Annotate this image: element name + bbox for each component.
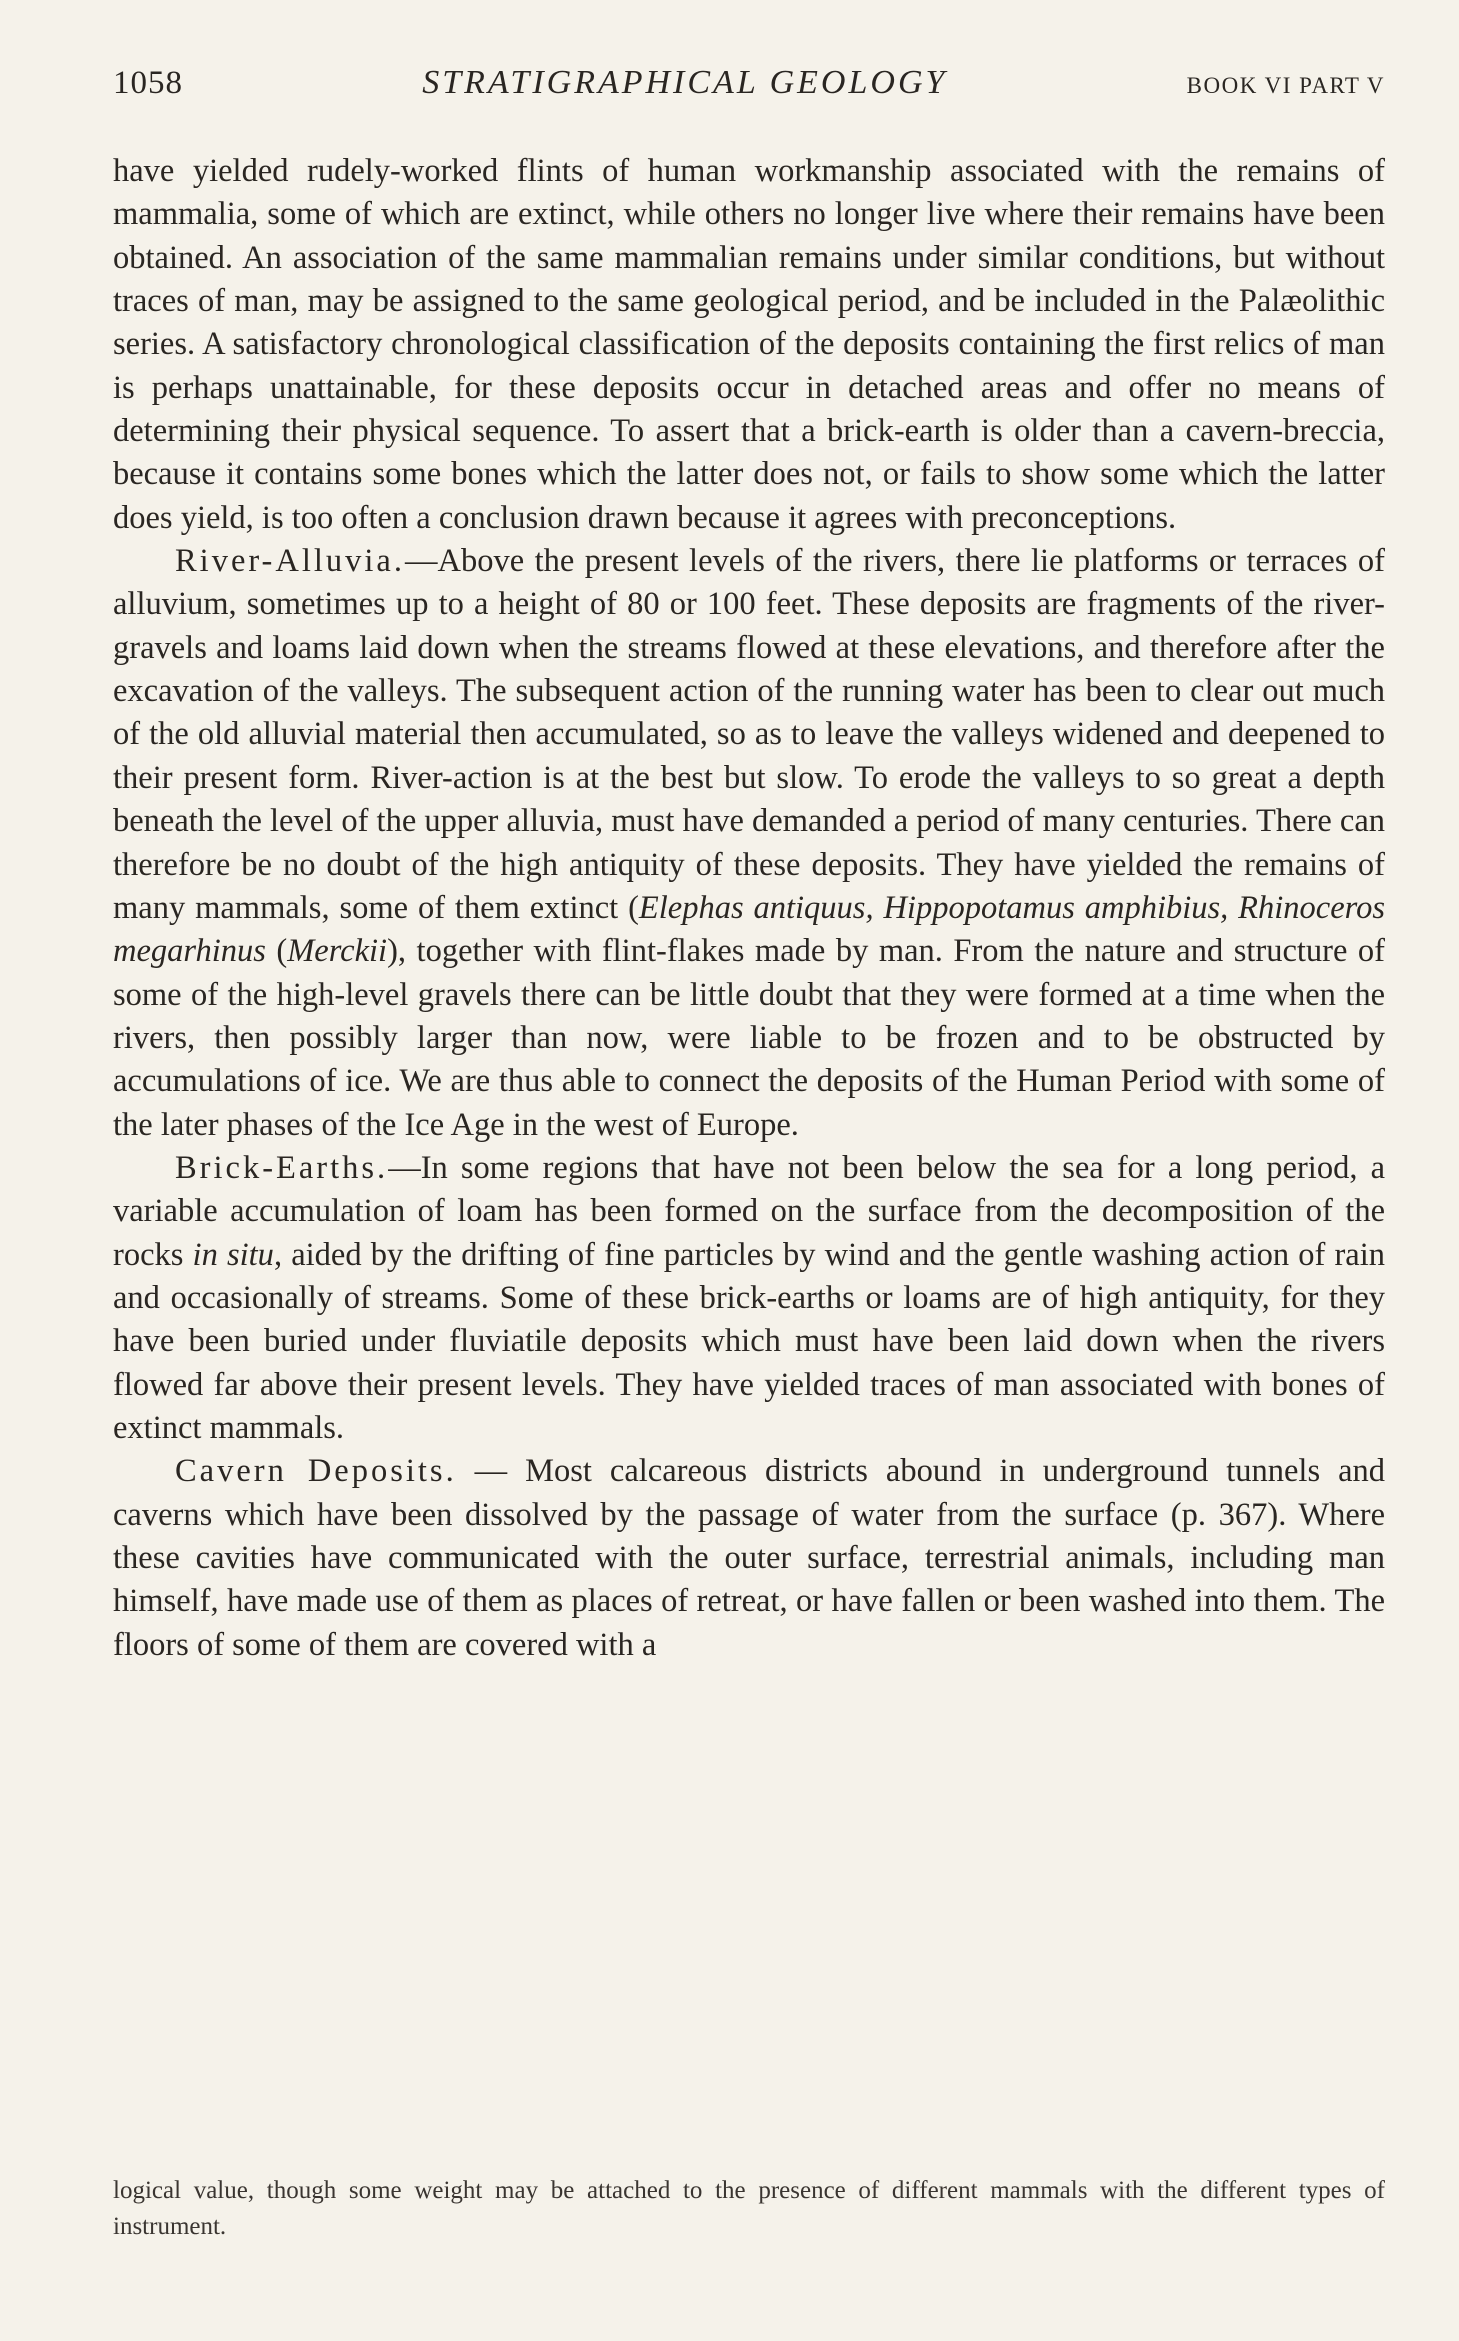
book-part-label: BOOK VI PART V [1186, 73, 1385, 98]
section-heading-river-alluvia: River-Alluvia. [175, 543, 405, 580]
paragraph-river-alluvia: River-Alluvia.—Above the present levels of the rivers, there lie platforms or terraces of alluvium, sometimes up to a height of 80 or 100 feet. These deposits are fragments of the river-gravels and loams laid down when the streams flowed at these elevations, and therefore after the excavation of the valleys. The subsequent action of the running water has been to clear out much of the old alluvial material then accumulated, so as to leave the valleys widened and deepened to their present form. River-action is at the best but slow. To erode the valleys to so great a depth beneath the level of the upper alluvia, must have demanded a period of many centuries. There can therefore be no doubt of the high antiquity of these deposits. They have yielded the remains of many mammals, some of them extinct (Elephas antiquus, Hippopotamus amphibius, Rhinoceros megarhinus (Merckii), together with flint-flakes made by man. From the nature and structure of some of the high-level gravels there can be little doubt that they were formed at a time when the rivers, then possibly larger than now, were liable to be frozen and to be obstructed by accumulations of ice. We are thus able to connect the deposits of the Human Period with some of the later phases of the Ice Age in the west of Europe. [113, 543, 1385, 1143]
species-names: Elephas antiquus, Hippopotamus amphibius, Rhinoceros megarhinus [113, 889, 1385, 970]
paragraph-cavern-deposits: Cavern Deposits. — Most calcareous districts abound in underground tunnels and caverns which have been dissolved by the passage of water from the surface (p. 367). Where these cavities have communicated with the outer surface, terrestrial animals, including man himself, have made use of them as places of retreat, or have fallen or been washed into them. The floors of some of them are covered with a [113, 1453, 1386, 1663]
running-header [113, 64, 1385, 114]
footnote: logical value, though some weight may be attached to the presence of different mammals with the different types of instrument. [113, 2177, 1385, 2240]
section-heading-brick-earths: Brick-Earths. [175, 1149, 389, 1186]
section-heading-cavern-deposits: Cavern Deposits. [175, 1453, 457, 1490]
page-number: 1058 [113, 65, 183, 101]
paragraph-brick-earths: Brick-Earths.—In some regions that have not been below the sea for a long period, a variable accumulation of loam has been formed on the surface from the decomposition of the rocks in situ, aided by the drifting of fine particles by wind and the gentle washing action of rain and occasionally of streams. Some of these brick-earths or loams are of high antiquity, for they have been buried under fluviatile deposits which must have been laid down when the rivers flowed far above their present levels. They have yielded traces of man associated with bones of extinct mammals. [113, 1149, 1385, 1446]
italic-in-situ: in situ [192, 1236, 274, 1273]
body-text [113, 150, 1385, 1667]
species-name-merckii: Merckii [287, 933, 388, 970]
paragraph-continuation: have yielded rudely-worked flints of human workmanship associated with the remains of mammalia, some of which are extinct, while others no longer live where their remains have been obtained. An association of the same mammalian remains under similar conditions, but without traces of man, may be assigned to the same geological period, and be included in the Palæolithic series. A satisfactory chronological classification of the deposits containing the first relics of man is perhaps unattainable, for these deposits occur in detached areas and offer no means of determining their physical sequence. To assert that a brick-earth is older than a cavern-breccia, because it contains some bones which the latter does not, or fails to show some which the latter does yield, is too often a conclusion drawn because it agrees with preconceptions. [113, 153, 1385, 536]
running-title: STRATIGRAPHICAL GEOLOGY [422, 64, 948, 101]
